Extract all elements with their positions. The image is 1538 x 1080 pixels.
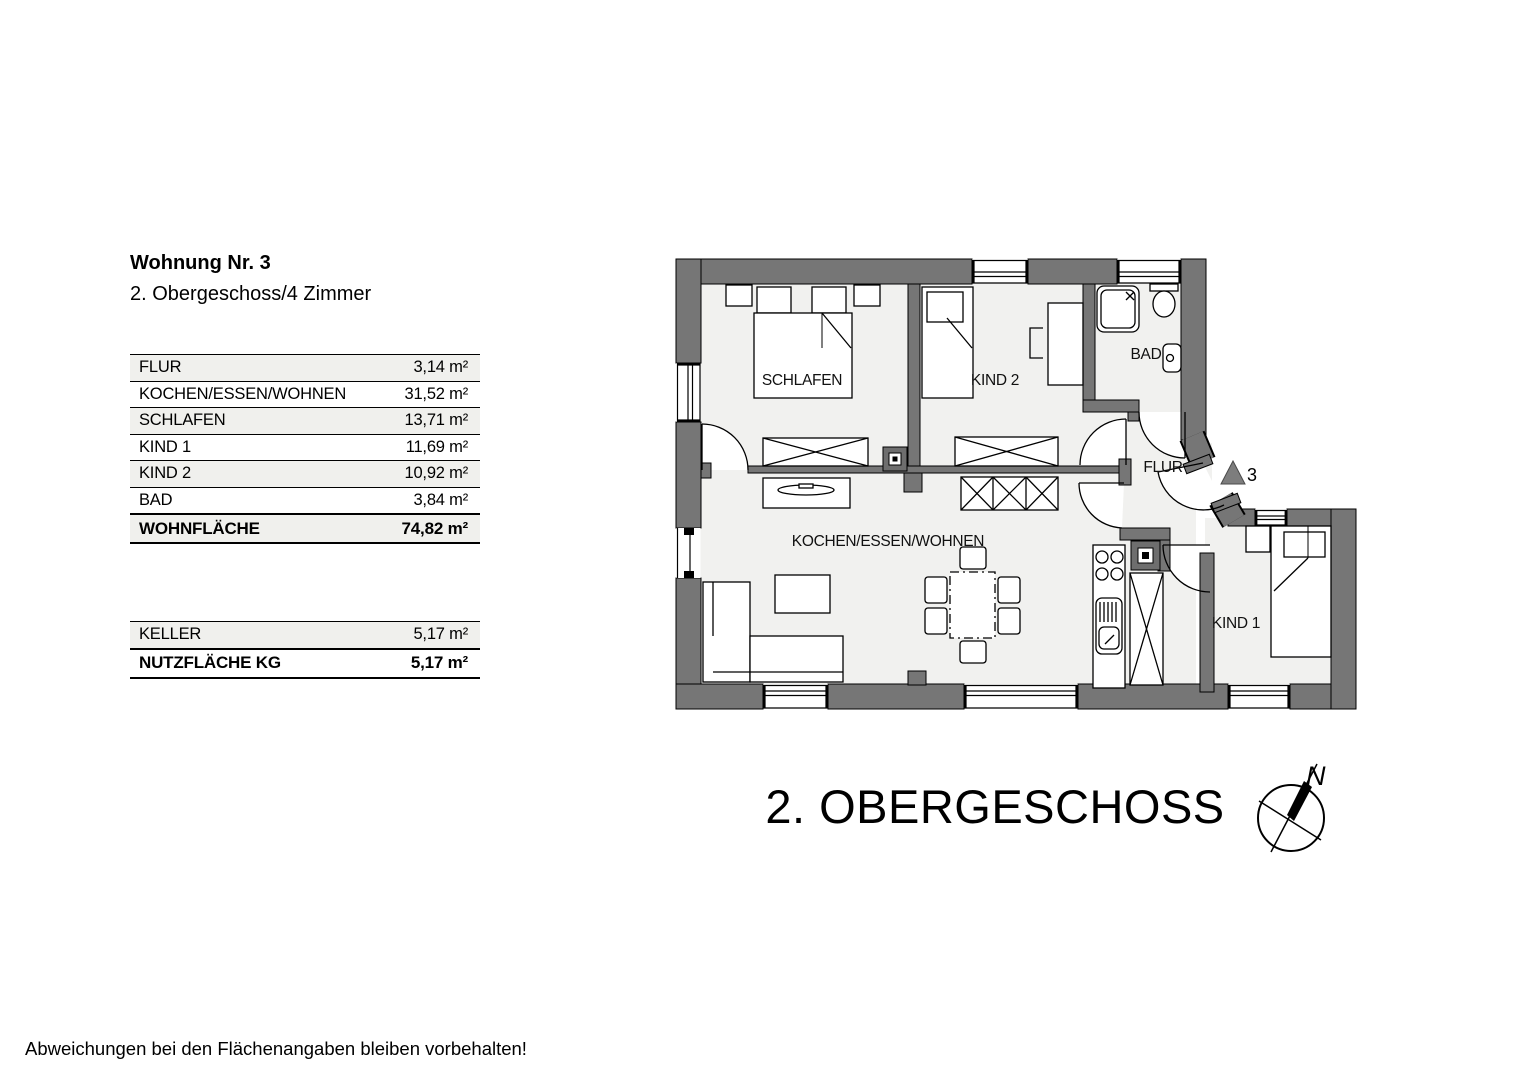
bathroom-sink — [1163, 344, 1181, 372]
window-bottom-3 — [1228, 685, 1290, 709]
kitchen-tall-cabinet — [1130, 573, 1163, 685]
row-label: KELLER — [139, 625, 202, 644]
row-label: SCHLAFEN — [139, 411, 226, 430]
sideboard-tv — [763, 478, 850, 508]
total-label: WOHNFLÄCHE — [139, 518, 260, 538]
label-flur: FLUR — [1143, 459, 1183, 476]
row-value: 11,69 m² — [405, 437, 468, 456]
disclaimer-text: Abweichungen bei den Flächenangaben bleiben vorbehalten! — [25, 1038, 527, 1059]
unit-number: 3 — [1247, 465, 1258, 485]
apartment-subtitle: 2. Obergeschoss/4 Zimmer — [130, 283, 372, 305]
wardrobe-schlafen — [763, 438, 868, 466]
row-label: KIND 1 — [139, 437, 191, 456]
window-bottom-2 — [964, 685, 1078, 709]
wardrobe-triple — [961, 477, 1058, 510]
compass — [1258, 761, 1326, 852]
window-left-1 — [677, 363, 701, 422]
total-value: 5,17 m² — [410, 653, 468, 672]
label-bad: BAD — [1130, 346, 1162, 363]
row-value: 13,71 m² — [404, 411, 468, 430]
window-left-2 — [677, 528, 701, 578]
apartment-title: Wohnung Nr. 3 — [130, 252, 271, 274]
row-value: 3,84 m² — [413, 490, 468, 509]
row-label: KIND 2 — [139, 464, 191, 483]
row-value: 3,14 m² — [413, 358, 468, 377]
floor-title: 2. OBERGESCHOSS — [765, 780, 1225, 833]
row-label: KOCHEN/ESSEN/WOHNEN — [139, 384, 347, 403]
wardrobe-kind2 — [955, 437, 1058, 466]
coffee-table — [775, 575, 830, 613]
row-label: BAD — [139, 490, 173, 509]
total-value: 74,82 m² — [401, 518, 468, 538]
total-label: NUTZFLÄCHE KG — [139, 653, 281, 672]
window-top-2 — [1117, 260, 1181, 284]
label-schlafen: SCHLAFEN — [761, 372, 843, 389]
window-kind1-top — [1255, 510, 1287, 526]
unit-marker — [1221, 461, 1257, 485]
window-bottom-1 — [763, 685, 828, 709]
row-value: 5,17 m² — [413, 625, 468, 644]
label-kind1: KIND 1 — [1211, 615, 1261, 632]
row-label: FLUR — [139, 358, 182, 377]
label-kind2: KIND 2 — [970, 372, 1020, 389]
shower — [1097, 286, 1139, 332]
label-kochen: KOCHEN/ESSEN/WOHNEN — [791, 533, 985, 550]
window-top-1 — [972, 260, 1028, 284]
kitchen-counter — [1093, 545, 1125, 688]
row-value: 31,52 m² — [404, 384, 468, 403]
compass-north-label: N — [1306, 761, 1326, 791]
bed-kind2 — [922, 287, 973, 398]
row-value: 10,92 m² — [404, 464, 468, 483]
